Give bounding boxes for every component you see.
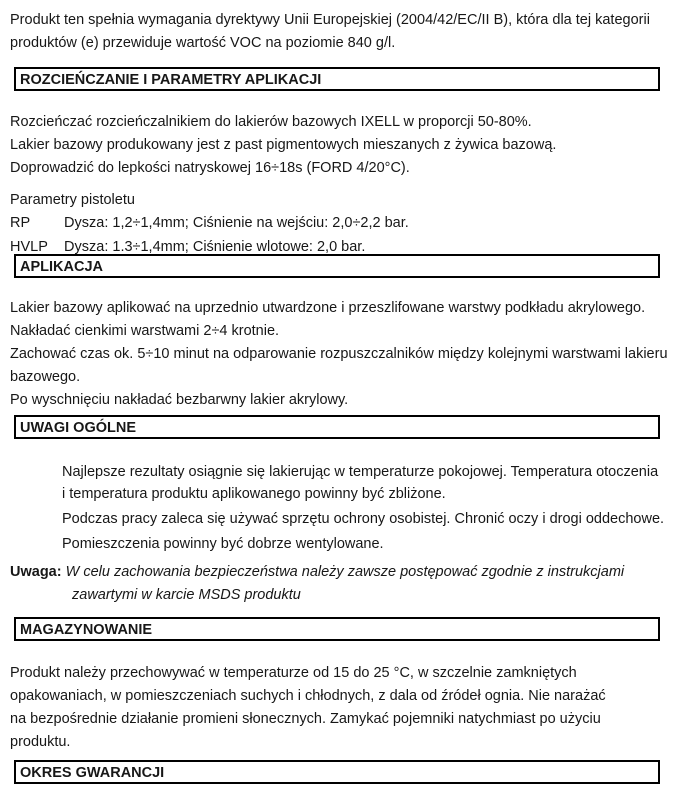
application-line-3: Zachować czas ok. 5÷10 minut na odparowanie rozpuszczalników między kolejnymi warstwami lakieru bbox=[10, 346, 668, 362]
safety-note-line-1 bbox=[10, 561, 670, 584]
section-header-storage-title: MAGAZYNOWANIE bbox=[20, 622, 153, 638]
intro-line-2: produktów (e) przewiduje wartość VOC na poziomie 840 g/l. bbox=[10, 35, 396, 51]
dilution-paragraph bbox=[10, 111, 670, 180]
general-notes-para1-line2: i temperatura produktu aplikowanego powinny być zbliżone. bbox=[62, 486, 446, 502]
general-notes-block bbox=[62, 461, 665, 555]
gun-row-rp bbox=[10, 212, 670, 236]
gun-row-rp-name: RP bbox=[10, 215, 31, 231]
dilution-line-3: Doprowadzić do lepkości natryskowej 16÷18s (FORD 4/20°C). bbox=[10, 160, 410, 176]
gun-params-table bbox=[10, 212, 670, 259]
safety-note-label: Uwaga: bbox=[10, 564, 62, 580]
section-header-dilution-title: ROZCIEŃCZANIE I PARAMETRY APLIKACJI bbox=[20, 72, 322, 88]
application-line-5: Po wyschnięciu nakładać bezbarwny lakier akrylowy. bbox=[10, 392, 349, 408]
safety-note-text-2: zawartymi w karcie MSDS produktu bbox=[72, 587, 301, 603]
storage-line-3: na bezpośrednie działanie promieni słonecznych. Zamykać pojemniki natychmiast po użyciu bbox=[10, 711, 601, 727]
section-header-general-notes bbox=[14, 415, 660, 439]
safety-note-text-1: W celu zachowania bezpieczeństwa należy zawsze postępować zgodnie z instrukcjami bbox=[65, 564, 625, 580]
safety-note bbox=[10, 561, 670, 607]
intro-line-1: Produkt ten spełnia wymagania dyrektywy Unii Europejskiej (2004/42/EC/II B), która dla tej kategorii bbox=[10, 12, 650, 28]
general-notes-para3: Pomieszczenia powinny być dobrze wentylowane. bbox=[62, 536, 384, 552]
section-header-dilution bbox=[14, 67, 660, 91]
storage-paragraph bbox=[10, 662, 670, 754]
section-header-warranty-title: OKRES GWARANCJI bbox=[20, 765, 165, 781]
section-header-storage bbox=[14, 617, 660, 641]
gun-row-hvlp-value: Dysza: 1.3÷1,4mm; Ciśnienie wlotowe: 2,0 bar. bbox=[64, 238, 366, 255]
application-line-4: bazowego. bbox=[10, 369, 81, 385]
storage-line-1: Produkt należy przechowywać w temperaturze od 15 do 25 °C, w szczelnie zamkniętych bbox=[10, 665, 577, 681]
general-notes-para1-line1: Najlepsze rezultaty osiągnie się lakierując w temperaturze pokojowej. Temperatura otoczenia bbox=[62, 464, 659, 480]
section-header-warranty bbox=[14, 760, 660, 784]
general-notes-para2: Podczas pracy zaleca się używać sprzętu ochrony osobistej. Chronić oczy i drogi oddechowe. bbox=[62, 511, 665, 527]
storage-line-4: produktu. bbox=[10, 734, 71, 750]
gun-row-rp-value: Dysza: 1,2÷1,4mm; Ciśnienie na wejściu: 2,0÷2,2 bar. bbox=[64, 215, 409, 231]
section-header-application bbox=[14, 254, 660, 278]
section-header-general-notes-title: UWAGI OGÓLNE bbox=[20, 420, 136, 436]
storage-line-2: opakowaniach, w pomieszczeniach suchych i chłodnych, z dala od źródeł ognia. Nie narażać bbox=[10, 688, 606, 704]
dilution-line-2: Lakier bazowy produkowany jest z past pigmentowych mieszanych z żywica bazową. bbox=[10, 137, 557, 153]
application-line-2: Nakładać cienkimi warstwami 2÷4 krotnie. bbox=[10, 323, 280, 339]
section-header-application-title: APLIKACJA bbox=[20, 259, 103, 275]
application-paragraph bbox=[10, 297, 670, 412]
dilution-line-1: Rozcieńczać rozcieńczalnikiem do lakierów bazowych IXELL w proporcji 50-80%. bbox=[10, 114, 532, 130]
gun-params-label: Parametry pistoletu bbox=[10, 192, 135, 208]
safety-note-line-2 bbox=[10, 584, 670, 607]
application-line-1: Lakier bazowy aplikować na uprzednio utwardzone i przeszlifowane warstwy podkładu akrylowego. bbox=[10, 300, 646, 316]
intro-paragraph bbox=[10, 9, 670, 55]
gun-row-hvlp-name: HVLP bbox=[10, 238, 48, 255]
